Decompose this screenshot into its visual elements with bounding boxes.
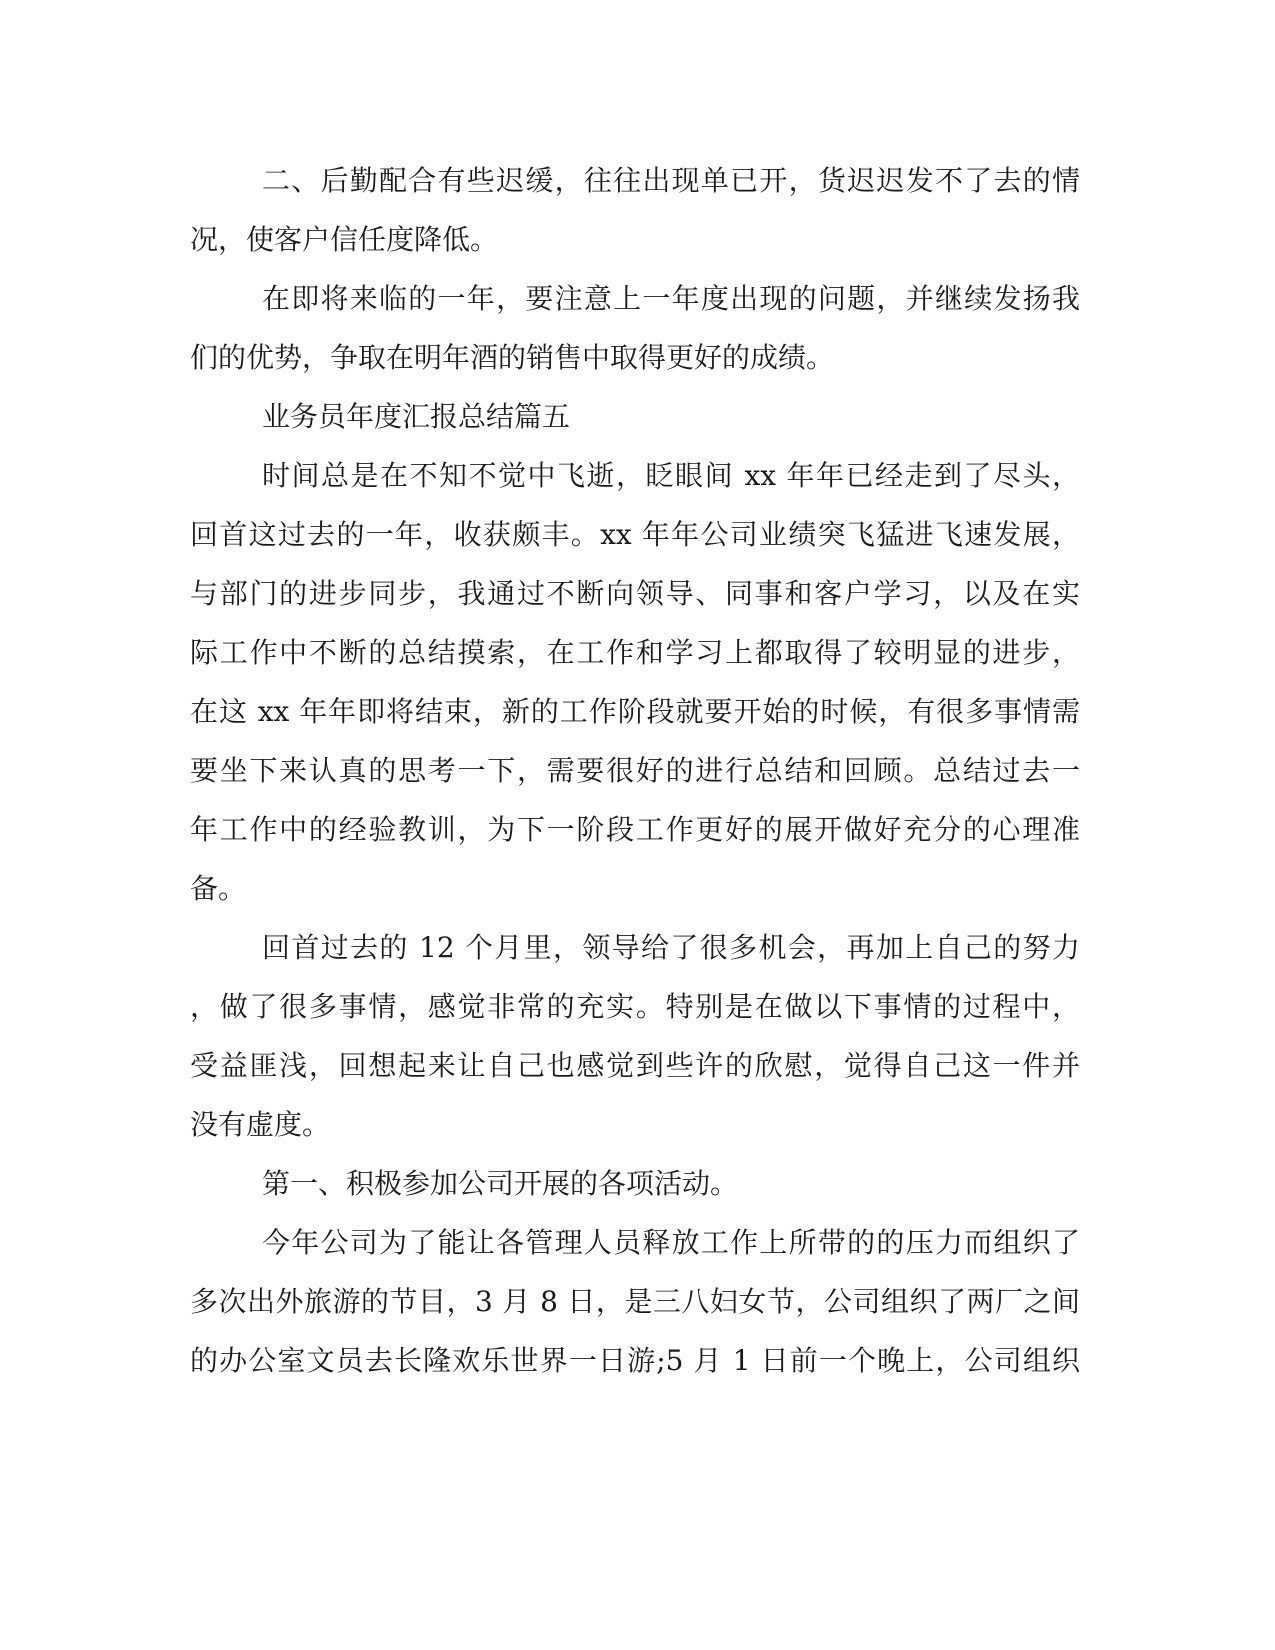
text-line: 在这 xx 年年即将结束，新的工作阶段就要开始的时候，有很多事情需 [190,695,1080,728]
text-line: 回首过去的 12 个月里，领导给了很多机会，再加上自己的努力 [262,931,1080,964]
text-line: 要坐下来认真的思考一下，需要很好的进行总结和回顾。总结过去一 [190,754,1080,787]
section-heading: 业务员年度汇报总结篇五 [262,400,571,433]
text-line: 第一、积极参加公司开展的各项活动。 [262,1167,739,1200]
text-line: 与部门的进步同步，我通过不断向领导、同事和客户学习，以及在实 [190,577,1080,610]
text-line: 时间总是在不知不觉中飞逝，眨眼间 xx 年年已经走到了尽头， [262,459,1080,492]
text-line: 年工作中的经验教训，为下一阶段工作更好的展开做好充分的心理准 [190,813,1080,846]
text-line: 回首这过去的一年，收获颇丰。xx 年年公司业绩突飞猛进飞速发展， [190,518,1080,551]
text-line: 况，使客户信任度降低。 [190,223,499,256]
text-line: ，做了很多事情，感觉非常的充实。特别是在做以下事情的过程中， [190,990,1080,1023]
text-line: 在即将来临的一年，要注意上一年度出现的问题，并继续发扬我 [262,282,1080,315]
text-line: 今年公司为了能让各管理人员释放工作上所带的的压力而组织了 [262,1226,1080,1259]
text-line: 多次出外旅游的节目，3 月 8 日，是三八妇女节，公司组织了两厂之间 [190,1285,1080,1318]
text-line: 备。 [190,872,247,905]
text-line: 们的优势，争取在明年酒的销售中取得更好的成绩。 [190,341,835,374]
text-line: 二、后勤配合有些迟缓，往往出现单已开，货迟迟发不了去的情 [262,164,1080,197]
text-line: 际工作中不断的总结摸索，在工作和学习上都取得了较明显的进步， [190,636,1080,669]
text-line: 受益匪浅，回想起来让自己也感觉到些许的欣慰，觉得自己这一件并 [190,1049,1080,1082]
text-line: 的办公室文员去长隆欢乐世界一日游;5 月 1 日前一个晚上，公司组织 [190,1344,1080,1377]
text-line: 没有虚度。 [190,1108,331,1141]
